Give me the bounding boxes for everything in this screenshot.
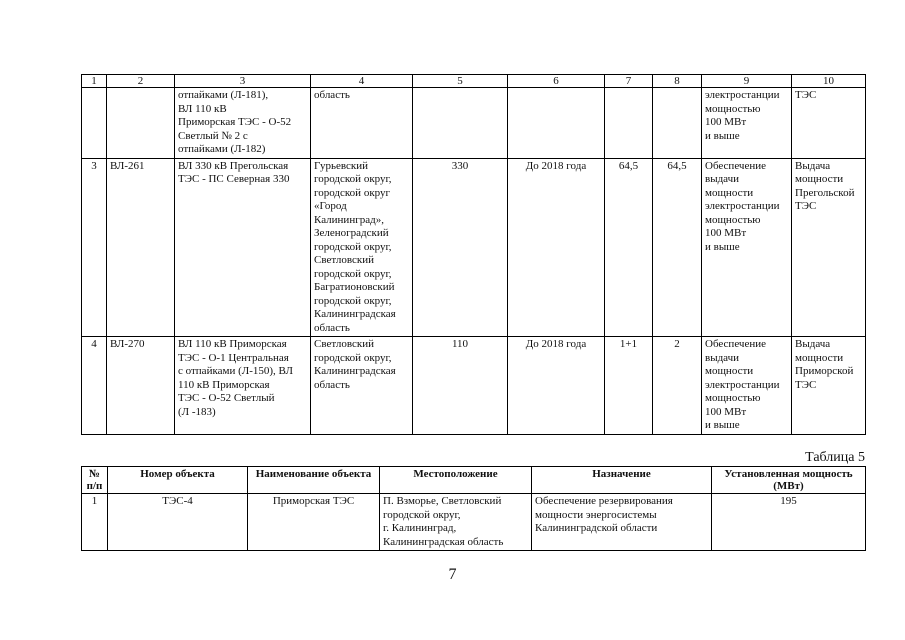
object-name xyxy=(175,158,311,337)
object-location-line: область xyxy=(314,89,350,101)
table-row xyxy=(82,337,866,435)
table-5-header-row xyxy=(82,467,866,494)
purpose xyxy=(702,337,792,435)
column-number: 6 xyxy=(508,75,605,88)
object-location xyxy=(311,158,413,337)
object-location-line: область xyxy=(314,378,350,391)
row-number: 1 xyxy=(82,494,108,551)
column-number: 1 xyxy=(82,75,107,88)
object-location-line: Зеленоградский xyxy=(314,227,389,239)
table-4-body xyxy=(82,88,866,435)
note-line: мощности xyxy=(795,351,844,364)
table-5 xyxy=(81,466,866,551)
note-line: ТЭС xyxy=(795,89,817,101)
table-5-title: Таблица 5 xyxy=(805,450,865,465)
column-number: 10 xyxy=(792,75,866,88)
purpose-line: мощностью xyxy=(705,102,761,115)
row-number xyxy=(82,88,107,159)
purpose-line: электростанции xyxy=(705,89,780,101)
object-name-line: ТЭС - ПС Северная 330 xyxy=(178,173,290,185)
purpose-line: выдачи xyxy=(705,351,740,364)
column-number: 7 xyxy=(605,75,653,88)
note-line: Выдача xyxy=(795,338,831,350)
period: До 2018 года xyxy=(508,337,605,435)
column-number: 9 xyxy=(702,75,792,88)
table-5-body xyxy=(82,494,866,551)
purpose xyxy=(532,494,712,551)
purpose-line: 100 МВт xyxy=(705,116,747,128)
header-object-number: Номер объекта xyxy=(108,467,248,494)
note-line: Приморской xyxy=(795,365,854,377)
object-location-line: городской округ, xyxy=(314,351,392,364)
object-name xyxy=(175,337,311,435)
object-name-line: ВЛ 110 кВ Приморская xyxy=(178,338,287,350)
object-code xyxy=(107,88,175,159)
object-location-line: Багратионовский xyxy=(314,281,395,293)
purpose-line: мощности энергосистемы xyxy=(535,508,657,521)
purpose-line: Обеспечение xyxy=(705,159,766,172)
object-location xyxy=(311,88,413,159)
row-number: 3 xyxy=(82,158,107,337)
object-location xyxy=(311,337,413,435)
purpose-line: мощностью xyxy=(705,213,761,226)
object-name-line: Светлый № 2 с xyxy=(178,129,248,142)
object-name-line: ВЛ 110 кВ xyxy=(178,102,227,115)
object-location-line: «Город xyxy=(314,200,347,212)
object-name-line: 110 кВ Приморская xyxy=(178,378,270,391)
object-location-line: городской округ, xyxy=(314,173,392,185)
object-name-line: (Л -183) xyxy=(178,405,216,418)
object-location-line: Калининградская xyxy=(314,308,396,320)
column-number: 2 xyxy=(107,75,175,88)
header-purpose: Назначение xyxy=(532,467,712,494)
object-location-line: городской округ, xyxy=(314,240,392,253)
object-location-line: г. Калининград, xyxy=(383,522,457,534)
period: До 2018 года xyxy=(508,158,605,337)
object-location-line: Калининградская область xyxy=(383,535,504,548)
object-number: ТЭС-4 xyxy=(108,494,248,551)
note xyxy=(792,158,866,337)
table-4 xyxy=(81,74,866,435)
length-plan xyxy=(605,88,653,159)
purpose-line: выдачи xyxy=(705,173,740,185)
purpose-line: электростанции xyxy=(705,378,780,391)
note-line: ТЭС xyxy=(795,200,817,212)
column-number: 5 xyxy=(413,75,508,88)
object-name-line: с отпайками (Л-150), ВЛ xyxy=(178,365,293,377)
object-name-line: ТЭС - О-52 Светлый xyxy=(178,392,275,404)
note-line: мощности xyxy=(795,173,844,185)
column-number-row xyxy=(82,75,866,88)
purpose-line: 100 МВт xyxy=(705,227,747,239)
column-number: 3 xyxy=(175,75,311,88)
row-number: 4 xyxy=(82,337,107,435)
table-row xyxy=(82,88,866,159)
length-plan: 1+1 xyxy=(605,337,653,435)
purpose-line: Обеспечение xyxy=(705,338,766,350)
capacity: 195 xyxy=(712,494,866,551)
note-line: ТЭС xyxy=(795,378,817,391)
object-location-line: Калининград», xyxy=(314,213,384,226)
note xyxy=(792,88,866,159)
object-code: ВЛ-270 xyxy=(107,337,175,435)
object-location-line: Светловский xyxy=(314,254,375,266)
length-plan: 64,5 xyxy=(605,158,653,337)
object-name-line: ТЭС - О-1 Центральная xyxy=(178,351,289,364)
period xyxy=(508,88,605,159)
object-name-line: отпайками (Л-181), xyxy=(178,89,269,101)
page-number: 7 xyxy=(448,566,457,583)
object-name-line: Приморская ТЭС - О-52 xyxy=(178,116,292,128)
purpose-line: мощностью xyxy=(705,392,761,404)
note xyxy=(792,337,866,435)
object-location-line: П. Взморье, Светловский xyxy=(383,495,502,507)
purpose-line: Калининградской области xyxy=(535,522,658,534)
object-location-line: Калининградская xyxy=(314,365,396,377)
object-name: Приморская ТЭС xyxy=(248,494,380,551)
object-location xyxy=(380,494,532,551)
purpose-line: мощности xyxy=(705,186,754,199)
length-fact xyxy=(653,88,702,159)
purpose-line: и выше xyxy=(705,129,740,142)
object-location-line: область xyxy=(314,321,350,334)
voltage: 330 xyxy=(413,158,508,337)
purpose-line: мощности xyxy=(705,365,754,377)
header-object-name: Наименование объекта xyxy=(248,467,380,494)
header-capacity: Установленная мощность (МВт) xyxy=(712,467,866,494)
voltage xyxy=(413,88,508,159)
object-name xyxy=(175,88,311,159)
table-row xyxy=(82,494,866,551)
purpose-line: и выше xyxy=(705,419,740,431)
header-num: № п/п xyxy=(82,467,108,494)
note-line: Прегольской xyxy=(795,186,855,199)
object-name-line: ВЛ 330 кВ Прегольская xyxy=(178,159,289,172)
object-code: ВЛ-261 xyxy=(107,158,175,337)
purpose-line: Обеспечение резервирования xyxy=(535,495,673,507)
object-location-line: городской округ, xyxy=(383,508,461,521)
purpose-line: и выше xyxy=(705,240,740,253)
note-line: Выдача xyxy=(795,159,831,172)
object-location-line: городской округ, xyxy=(314,294,392,307)
purpose xyxy=(702,158,792,337)
object-location-line: городской округ xyxy=(314,186,391,199)
purpose-line: электростанции xyxy=(705,200,780,212)
header-location: Местоположение xyxy=(380,467,532,494)
column-number: 4 xyxy=(311,75,413,88)
object-name-line: отпайками (Л-182) xyxy=(178,143,266,155)
purpose-line: 100 МВт xyxy=(705,405,747,418)
table-row xyxy=(82,158,866,337)
length-fact: 2 xyxy=(653,337,702,435)
object-location-line: городской округ, xyxy=(314,267,392,280)
purpose xyxy=(702,88,792,159)
object-location-line: Гурьевский xyxy=(314,159,368,172)
length-fact: 64,5 xyxy=(653,158,702,337)
object-location-line: Светловский xyxy=(314,338,375,350)
voltage: 110 xyxy=(413,337,508,435)
column-number: 8 xyxy=(653,75,702,88)
